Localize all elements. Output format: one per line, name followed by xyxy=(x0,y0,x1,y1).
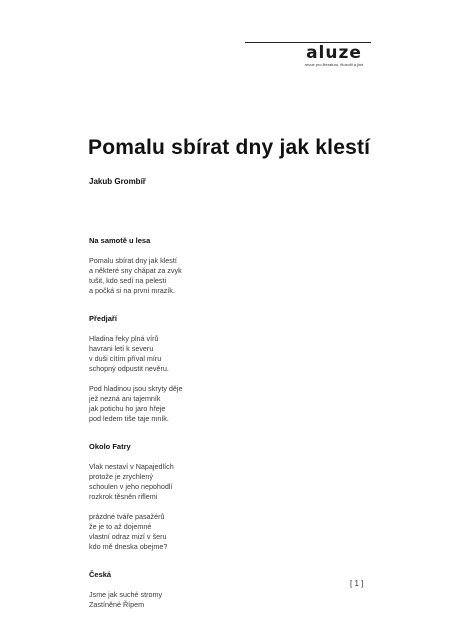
poem-line: kdo mě dneska obejme? xyxy=(89,542,168,551)
article-author: Jakub Grombíř xyxy=(89,177,146,186)
poem xyxy=(89,236,349,296)
stanza xyxy=(89,256,349,296)
poem-line: Jsme jak suché stromy xyxy=(89,590,163,599)
poem-line: v duši cítím příval míru xyxy=(89,354,162,363)
poem-line: Zastíněné Řípem xyxy=(89,600,145,609)
poem-line: jak potichu ho jaro hřeje xyxy=(89,404,166,413)
stanza xyxy=(89,384,349,424)
poem-title: Okolo Fatry xyxy=(89,442,131,451)
poem-line: protože je zrychlený xyxy=(89,472,153,481)
poem-line: že je to až dojemné xyxy=(89,522,152,531)
page-number: [ 1 ] xyxy=(350,579,364,588)
poem-line: schopný odpustit nevěru. xyxy=(89,364,169,373)
poem-title: Česká xyxy=(89,570,112,579)
logo-tagline: revue pro literaturu, filozofii a jiné xyxy=(304,62,364,67)
poem-line: schoulen v jeho nepohodlí xyxy=(89,482,173,491)
poem xyxy=(89,570,349,610)
poem-line: havrani letí k severu xyxy=(89,344,154,353)
poem-line: Pomalu sbírat dny jak klestí xyxy=(89,256,177,265)
poem-line: tušit, kdo sedí na pelesti xyxy=(89,276,167,285)
article-title: Pomalu sbírat dny jak klestí xyxy=(88,136,371,159)
poem xyxy=(89,314,349,424)
stanza xyxy=(89,334,349,374)
poem-line: pod ledem tiše taje mník. xyxy=(89,414,169,423)
aluze-logo xyxy=(298,44,370,67)
poem-line: vlastní odraz mizí v šeru xyxy=(89,532,167,541)
stanza xyxy=(89,590,349,610)
poem-title: Předjaří xyxy=(89,314,117,323)
logo-wordmark: aluze xyxy=(306,43,362,63)
poem-line: a některé sny chápat za zvyk xyxy=(89,266,182,275)
stanza xyxy=(89,462,349,502)
poem-line: prázdné tváře pasažérů xyxy=(89,512,165,521)
poem xyxy=(89,442,349,552)
poems-container xyxy=(89,236,349,610)
stanza xyxy=(89,512,349,552)
poem-line: jež nezná ani tajemník xyxy=(89,394,161,403)
poem-line: Hladina řeky plná vírů xyxy=(89,334,159,343)
poem-line: a počká si na první mrazík. xyxy=(89,286,175,295)
poem-line: Vlak nestaví v Napajedlích xyxy=(89,462,174,471)
poem-line: rozkrok těsněn riflemi xyxy=(89,492,158,501)
poem-line: Pod hladinou jsou skryty děje xyxy=(89,384,183,393)
poem-title: Na samotě u lesa xyxy=(89,236,151,245)
